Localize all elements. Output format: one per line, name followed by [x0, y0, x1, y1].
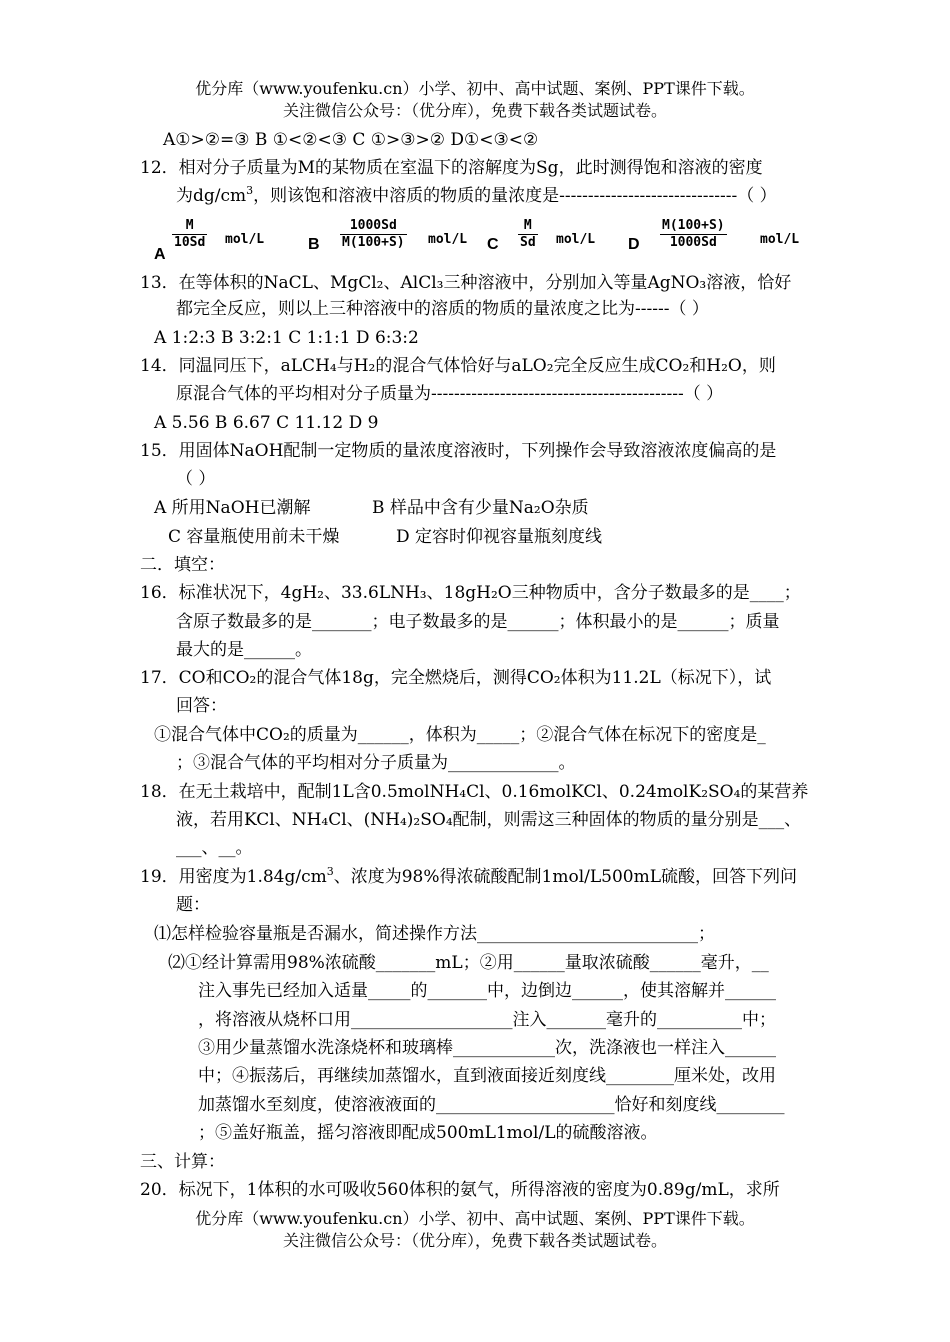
q15-option-c: C 容量瓶使用前未干燥: [168, 527, 340, 547]
q12-option-b-fraction: $\frac{1000Sd}{M(100+S)}$: [342, 218, 405, 250]
q18-line1: 18．在无土栽培中，配制1L含0.5molNH₄Cl、0.16molKCl、0.24molK₂SO₄的某营养: [140, 782, 809, 802]
q14-options: A 5.56 B 6.67 C 11.12 D 9: [154, 413, 379, 433]
q18-line2: 液，若用KCl、NH₄Cl、(NH₄)₂SO₄配制，则需这三种固体的物质的量分别是___、: [176, 810, 802, 830]
section-3-heading: 三、计算：: [140, 1152, 225, 1172]
q15-option-a: A 所用NaOH已潮解: [154, 498, 311, 518]
q13-options: A 1:2:3 B 3:2:1 C 1:1:1 D 6:3:2: [154, 328, 419, 348]
page-header-line2: 关注微信公众号：（优分库），免费下载各类试题试卷。: [282, 101, 667, 120]
q11-options: A①>②=③ B ①<②<③ C ①>③>② D①<③<②: [163, 130, 539, 150]
q12-option-c-unit: mol/L: [556, 232, 596, 247]
q19-line10: ；⑤盖好瓶盖，摇匀溶液即配成500mL1mol/L的硫酸溶液。: [198, 1123, 658, 1143]
section-2-heading: 二．填空：: [140, 555, 225, 575]
q19-line7: ③用少量蒸馏水洗涤烧杯和玻璃棒____________次，洗涤液也一样注入______: [198, 1038, 776, 1058]
q17-line2: 回答：: [176, 696, 227, 716]
page-footer-line2: 关注微信公众号：（优分库），免费下载各类试题试卷。: [282, 1231, 667, 1250]
q20-line1: 20．标况下，1体积的水可吸收560体积的氨气，所得溶液的密度为0.89g/mL，求所: [140, 1180, 780, 1200]
q14-line1: 14．同温同压下，aLCH₄与H₂的混合气体恰好与aLO₂完全反应生成CO₂和H₂O，则: [140, 356, 776, 376]
q18-line3: ___、__。: [176, 838, 253, 858]
page-header-line1: 优分库（www.youfenku.cn）小学、初中、高中试题、案例、PPT课件下载。: [195, 79, 755, 98]
page-footer-line1: 优分库（www.youfenku.cn）小学、初中、高中试题、案例、PPT课件下载。: [195, 1209, 755, 1228]
q19-line5: 注入事先已经加入适量_____的_______中，边倒边______，使其溶解并______: [198, 981, 776, 1001]
q12-option-b-letter: B: [308, 236, 320, 253]
q12-option-a-unit: mol/L: [225, 232, 265, 247]
q15-line1: 15．用固体NaOH配制一定物质的量浓度溶液时，下列操作会导致溶液浓度偏高的是: [140, 441, 777, 461]
q13-line2: 都完全反应，则以上三种溶液中的溶质的物质的量浓度之比为------（ ）: [176, 299, 709, 319]
q19-line9: 加蒸馏水至刻度，使溶液液面的_____________________恰好和刻度线________: [198, 1095, 785, 1115]
q19-line2: 题：: [176, 895, 210, 915]
q12-option-b-unit: mol/L: [428, 232, 468, 247]
q12-line1: 12．相对分子质量为M的某物质在室温下的溶解度为Sg，此时测得饱和溶液的密度: [140, 158, 763, 178]
q19-line8: 中；④振荡后，再继续加蒸馏水，直到液面接近刻度线________厘米处，改用: [198, 1066, 776, 1086]
q19-line6: ，将溶液从烧杯口用___________________注入_______毫升的__________中；: [198, 1010, 776, 1030]
q19-line4: ⑵①经计算需用98%浓硫酸_______mL；②用______量取浓硫酸______毫升，__: [168, 953, 769, 973]
q14-line2: 原混合气体的平均相对分子质量为--------------------------------------------（ ）: [176, 384, 724, 404]
q12-option-d-unit: mol/L: [760, 232, 800, 247]
q12-option-a-letter: A: [154, 246, 166, 263]
q16-line1: 16．标准状况下，4gH₂、33.6LNH₃、18gH₂O三种物质中，含分子数最多的是____；: [140, 583, 801, 603]
q12-option-c-letter: C: [487, 236, 499, 253]
q15-option-d: D 定容时仰视容量瓶刻度线: [396, 527, 603, 547]
q17-line3: ①混合气体中CO₂的质量为______，体积为_____；②混合气体在标况下的密度是_: [154, 725, 766, 745]
q15-line2: （ ）: [176, 469, 216, 489]
q15-option-b: B 样品中含有少量Na₂O杂质: [372, 498, 589, 518]
q16-line3: 最大的是______。: [176, 640, 312, 660]
q12-line2: 为$dg/cm^3$，则该饱和溶液中溶质的物质的量浓度是-------------------------------（ ）: [176, 184, 777, 206]
q17-line1: 17．CO和CO₂的混合气体18g，完全燃烧后，测得CO₂体积为11.2L（标况下），试: [140, 668, 772, 688]
q16-line2: 含原子数最多的是_______；电子数最多的是______；体积最小的是______；质量: [176, 612, 780, 632]
q19-line3: ⑴怎样检验容量瓶是否漏水，简述操作方法__________________________；: [154, 924, 715, 944]
q19-line1: 19．用密度为$1.84g/cm^3$、浓度为98%得浓硫酸配制1mol/L500mL硫酸，回答下列问: [140, 865, 798, 887]
q12-option-a-fraction: $\frac{M}{10Sd}$: [174, 218, 206, 250]
q12-option-d-letter: D: [628, 236, 640, 253]
q17-line4: ；③混合气体的平均相对分子质量为_____________。: [176, 753, 576, 773]
q12-option-c-fraction: $\frac{M}{Sd}$: [520, 218, 536, 250]
q12-option-d-fraction: $\frac{M(100+S)}{1000Sd}$: [662, 218, 725, 250]
q13-line1: 13．在等体积的NaCL、MgCl₂、AlCl₃三种溶液中，分别加入等量AgNO₃溶液，恰好: [140, 273, 792, 293]
